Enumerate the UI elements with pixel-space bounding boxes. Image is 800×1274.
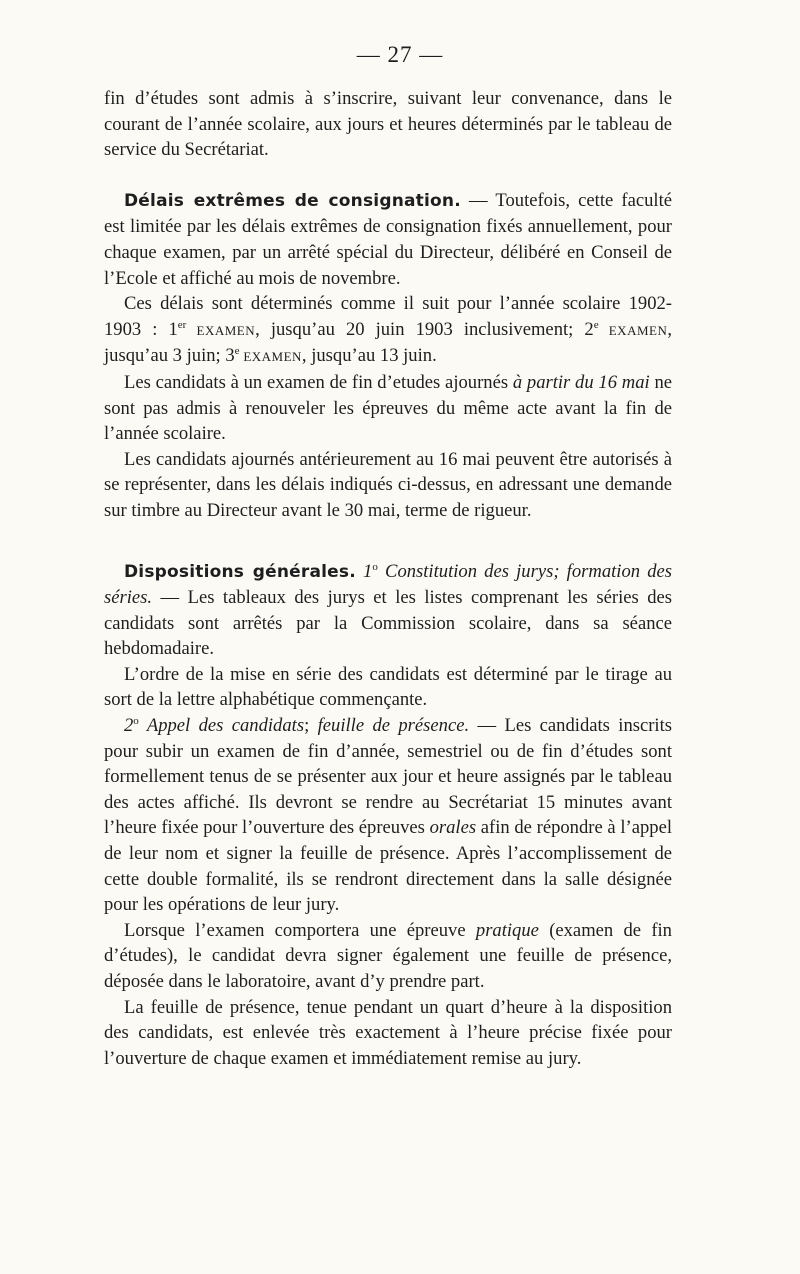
text-run: (examen de fin d’études), le candidat devra signer également une feuille de présence, déposée dans le laboratoire, avant d’y prendre part.: [104, 919, 672, 992]
italic-run: Appel des candidats: [138, 715, 305, 737]
ordinal-suffix: e: [593, 318, 599, 331]
text-run: afin de répondre à l’appel de leur nom et signer la feuille de présence. Après l’accomplissement de cette double formalité, ils se rendront directement dans la salle désignée pour les opérations de leur jury.: [104, 817, 672, 916]
paragraph-feuille-presence: La feuille de présence, tenue pendant un quart d’heure à la disposition des candidats, est enlevée très exactement à l’heure précise fixée pour l’ouverture de chaque examen et immédiatement remise au jury.: [104, 996, 672, 1069]
ordinal-suffix: e: [234, 345, 240, 358]
text-run: ne sont pas admis à renouveler les épreuves du même acte avant la fin de l’année scolaire.: [104, 371, 673, 445]
paragraph-ajournes: [104, 370, 672, 447]
italic-run: Constitution des jurys; formation des séries.: [104, 560, 672, 609]
italic-run: à partir du 16 mai: [512, 371, 650, 393]
italic-run: pratique: [475, 919, 539, 941]
paragraph-appel: [104, 713, 672, 918]
page-body: [104, 86, 672, 1071]
text-run: — Les tableaux des jurys et les listes comprenant les séries des candidats sont arrêtés par la Commission scolaire, dans sa séance hebdomadaire.: [104, 587, 672, 660]
section-heading-delais: Délais extrêmes de consignation.: [124, 190, 461, 211]
ordinal-suffix: er: [177, 318, 187, 331]
text-run: , jusqu’au 13 juin.: [301, 345, 437, 367]
paragraph-delais-dates: [104, 291, 672, 370]
ordinal-suffix: o: [133, 714, 139, 727]
paragraph-ordre-serie: L’ordre de la mise en série des candidats est déterminé par le tirage au sort de la lettre alphabétique commençante.: [104, 663, 672, 711]
text-run: ;: [304, 715, 318, 737]
paragraph-pratique: [104, 918, 672, 995]
paragraph-ajournes-anterieurs: Les candidats ajournés antérieurement au 16 mai peuvent être autorisés à se représenter, dans les délais indiqués ci-dessus, en adressant une demande sur timbre au Directeur avant le 30 mai, terme de rigueur.: [104, 448, 672, 521]
small-caps-run: EXAMEN: [186, 322, 256, 338]
italic-run: orales: [429, 817, 477, 839]
page-number: — 27 —: [356, 42, 444, 67]
ordinal-suffix: o: [372, 560, 378, 573]
italic-run: feuille de présence.: [317, 715, 470, 737]
paragraph-continuation: fin d’études sont admis à s’inscrire, suivant leur convenance, dans le courant de l’année scolaire, aux jours et heures déterminés par le tableau de service du Secrétariat.: [104, 88, 672, 161]
text-run: , jusqu’au 3 juin; 3: [104, 318, 673, 367]
text-run: Les candidats à un examen de fin d’etudes ajournés: [124, 371, 513, 393]
text-run: Ces délais sont déterminés comme il suit pour l’année scolaire 1902-1903 : 1: [104, 293, 672, 340]
section-delais: [104, 188, 672, 291]
italic-run: 1: [355, 560, 373, 582]
small-caps-run: EXAMEN: [239, 349, 302, 365]
text-run: — Les candidats inscrits pour subir un examen de fin d’année, semestriel ou de fin d’études sont formellement tenus de se présenter aux jour et heure assignés par le tableau des actes affiché. Ils devront se rendre au Secrétariat 15 minutes avant l’heure fixée pour l’ouverture des épreuves: [104, 715, 672, 839]
text-run: Lorsque l’examen comportera une épreuve: [124, 919, 476, 941]
section-delais-text: — Toutefois, cette faculté est limitée par les délais extrêmes de consignation fixés annuellement, pour chaque examen, par un arrêté spécial du Directeur, délibéré en Conseil de l’Ecole et affiché au mois de novembre.: [104, 189, 672, 289]
text-run: , jusqu’au 20 juin 1903 inclusivement; 2: [255, 318, 594, 340]
section-dispositions: [104, 559, 672, 662]
italic-run: 2: [124, 715, 134, 737]
small-caps-run: EXAMEN: [598, 322, 668, 338]
section-heading-dispositions: Dispositions générales.: [124, 561, 356, 582]
